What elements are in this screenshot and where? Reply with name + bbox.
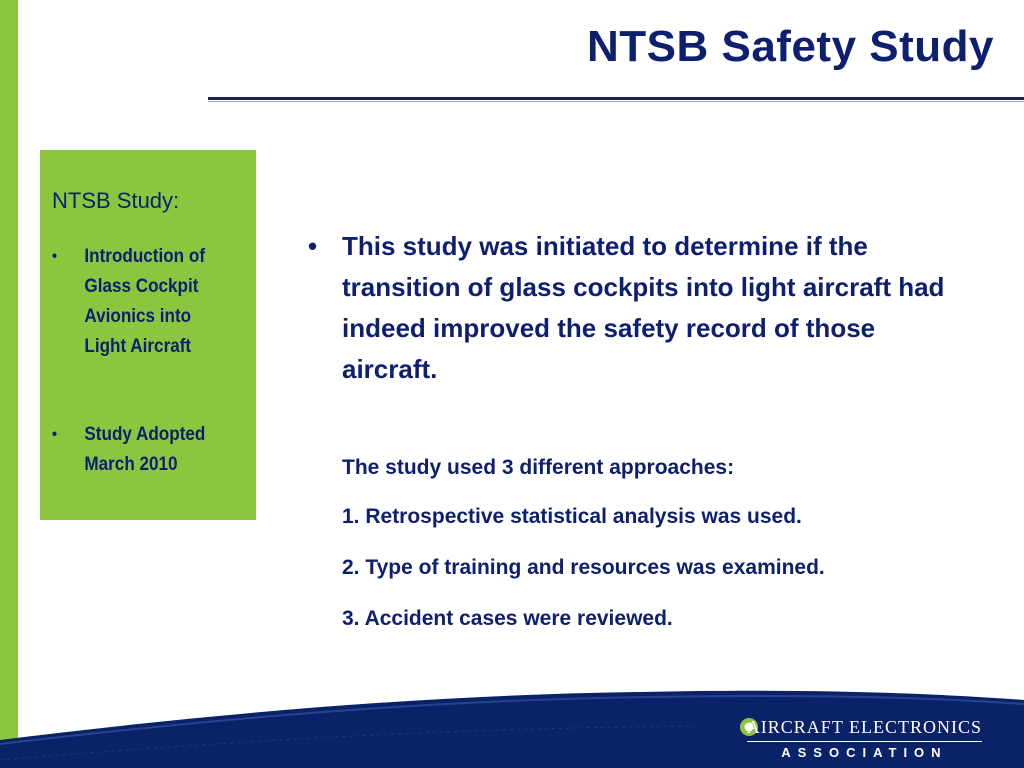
- logo-line1: AIRCRAFT ELECTRONICS: [746, 717, 982, 737]
- sidebar-item: [52, 242, 232, 362]
- organization-logo: [747, 717, 982, 760]
- sidebar-list: [52, 242, 252, 538]
- bullet-icon: •: [52, 248, 58, 265]
- approach-item: 3. Accident cases were reviewed.: [342, 607, 673, 630]
- bullet-icon: •: [52, 426, 58, 443]
- title-underline-shadow: [208, 101, 1024, 102]
- slide-title: NTSB Safety Study: [586, 22, 994, 71]
- main-bullet-list: [308, 226, 968, 390]
- left-accent-bar: [0, 0, 18, 768]
- approach-item: 2. Type of training and resources was examined.: [342, 556, 825, 579]
- logo-line2: ASSOCIATION: [747, 741, 982, 760]
- main-bullet-item: [308, 226, 968, 390]
- sidebar-item-text: Study Adopted March 2010: [84, 424, 206, 475]
- bullet-icon: •: [308, 231, 318, 261]
- main-statement: This study was initiated to determine if the transition of glass cockpits into light aircraft had indeed improved the safety record of those aircraft.: [342, 231, 945, 384]
- sidebar-item-text: Introduction of Glass Cockpit Avionics into Light Aircraft: [84, 246, 206, 357]
- sidebar-heading: NTSB Study:: [52, 188, 180, 213]
- approach-item: 1. Retrospective statistical analysis was used.: [342, 505, 802, 528]
- sidebar-item: [52, 420, 232, 480]
- approaches-intro: The study used 3 different approaches:: [342, 456, 735, 479]
- title-underline: [208, 97, 1024, 100]
- sidebar-panel: [40, 150, 256, 520]
